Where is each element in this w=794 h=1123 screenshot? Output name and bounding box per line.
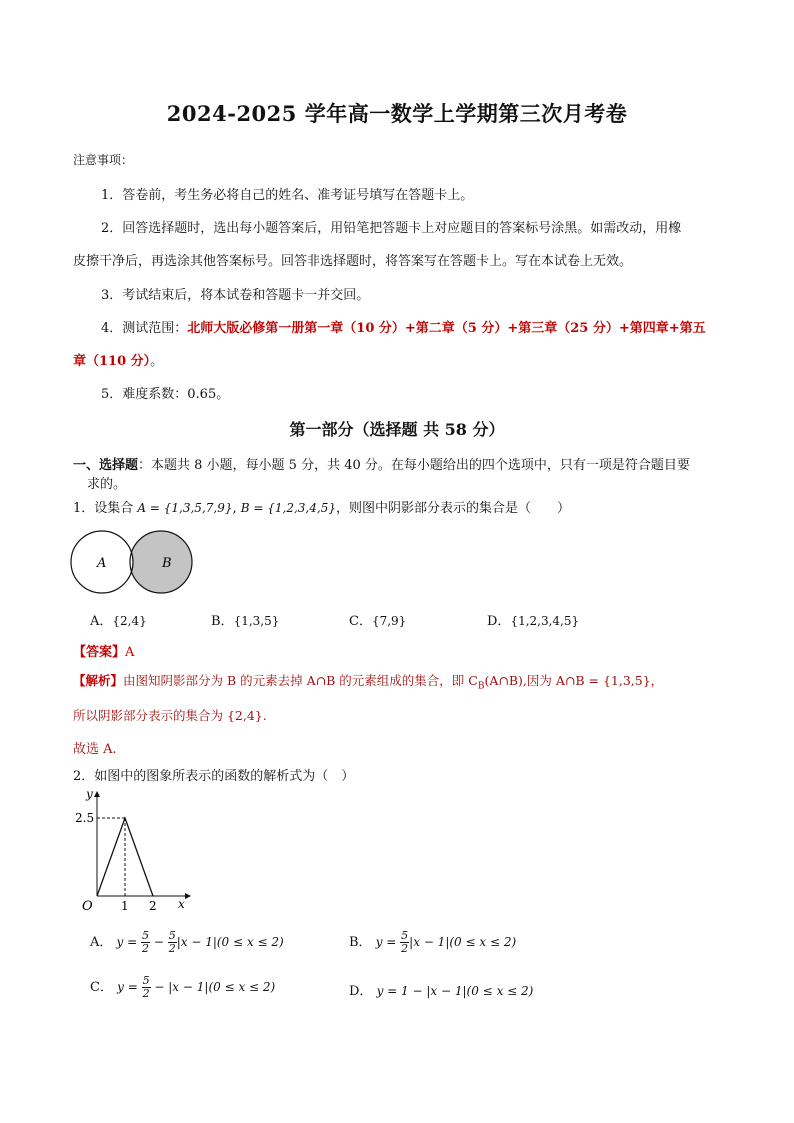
q1-option-c-value: {7,9} [371,614,407,628]
q1-option-b [211,610,279,629]
q1-analysis-line2: 所以阴影部分表示的集合为 {2,4}. [73,708,267,723]
x-tick-2: 2 [149,899,157,913]
notice-4-line1 [101,317,706,336]
notice-3: 3．考试结束后，将本试卷和答题卡一并交回。 [101,288,370,303]
q1-option-a-label: A． [90,614,113,629]
q1-set-a: A = {1,3,5,7,9} [137,501,233,515]
q1-suffix: ，则图中阴影部分表示的集合是（ ） [335,501,570,516]
q2-option-c: C． y = $\frac{5}{2}$ − |x − 1|(0 ≤ x ≤ 2) [90,974,276,1000]
notice-2-line2: 皮擦干净后，再选涂其他答案标号。回答非选择题时，将答案写在答题卡上。写在本试卷上无效。 [73,254,633,269]
q1-set-b: B = {1,2,3,4,5} [240,501,336,515]
q1-option-d-label: D． [487,614,511,629]
notice-heading: 注意事项： [73,153,134,167]
notice-4-end: 。 [150,354,164,369]
q1-prefix: 1．设集合 [73,501,134,516]
q2-option-a-label: A． [90,935,113,950]
analysis-text-cont: (A∩B),因为 A∩B = {1,3,5}， [484,673,664,688]
analysis-text: 由图知阴影部分为 B 的元素去掉 A∩B 的元素组成的集合，即 C [123,673,478,688]
q2-graph [70,786,200,914]
q1-option-d [487,610,579,629]
q1-option-a-value: {2,4} [112,614,147,628]
q1-option-d-value: {1,2,3,4,5} [510,614,580,628]
notice-4-line2 [73,350,163,369]
y-axis-label: y [86,787,93,801]
part1-intro-line2: 求的。 [87,477,127,492]
x-tick-1: 1 [121,899,129,913]
section-title: 第一部分（选择题 共 58 分） [289,420,505,439]
answer-tag: 【答案】 [73,645,126,660]
answer-value: A [125,645,135,660]
part1-intro-text: ：本题共 8 小题，每小题 5 分，共 40 分。在每小题给出的四个选项中，只有一项是符合题目要 [138,458,690,473]
q1-option-c [349,610,406,629]
analysis-tag: 【解析】 [73,673,124,688]
q2-option-c-label: C． [90,980,113,995]
notice-5: 5．难度系数：0.65。 [101,387,230,402]
q2-option-a: A． y = $\frac{5}{2}$ − $\frac{5}{2}$ |x − 1|(0 ≤ x ≤ 2) [90,929,284,955]
notice-4-scope-cont: 章（110 分） [73,354,151,369]
notice-4-scope: 北师大版必修第一册第一章（10 分）+第二章（5 分）+第三章（25 分）+第四章+第五 [187,321,706,336]
part1-intro-line1 [73,454,690,473]
q2-option-b: B． y = $\frac{5}{2}$ |x − 1|(0 ≤ x ≤ 2) [349,929,517,955]
q1-option-c-label: C． [349,614,372,629]
q1-option-b-value: {1,3,5} [233,614,280,628]
venn-diagram [68,527,198,599]
q1-answer [73,641,134,660]
notice-1: 1．答卷前，考生务必将自己的姓名、准考证号填写在答题卡上。 [101,188,474,203]
q1-option-a [90,610,147,629]
q1-analysis-line1 [73,671,663,692]
venn-label-b: B [162,556,172,571]
y-tick-2.5: 2.5 [75,811,95,825]
origin-label: O [82,899,93,914]
notice-4-prefix: 4．测试范围： [101,321,188,336]
q2-option-b-label: B． [349,935,372,950]
q1-sep: , [232,501,237,516]
part1-intro-label: 一、选择题 [73,458,139,473]
venn-label-a: A [97,556,107,571]
q1-stem [73,497,570,516]
x-axis-label: x [178,897,185,911]
page-title: 2024-2025 学年高一数学上学期第三次月考卷 [166,101,628,126]
q2-option-d-label: D． [349,984,373,999]
q1-conclusion: 故选 A. [73,742,117,757]
q2-stem: 2．如图中的图象所表示的函数的解析式为（ ） [73,769,355,784]
q1-option-b-label: B． [211,614,234,629]
analysis-subscript: B [477,681,485,692]
notice-2-line1: 2．回答选择题时，选出每小题答案后，用铅笔把答题卡上对应题目的答案标号涂黑。如需改动，用橡 [101,221,682,236]
q2-option-d: D． y = 1 − |x − 1|(0 ≤ x ≤ 2) [349,984,534,999]
